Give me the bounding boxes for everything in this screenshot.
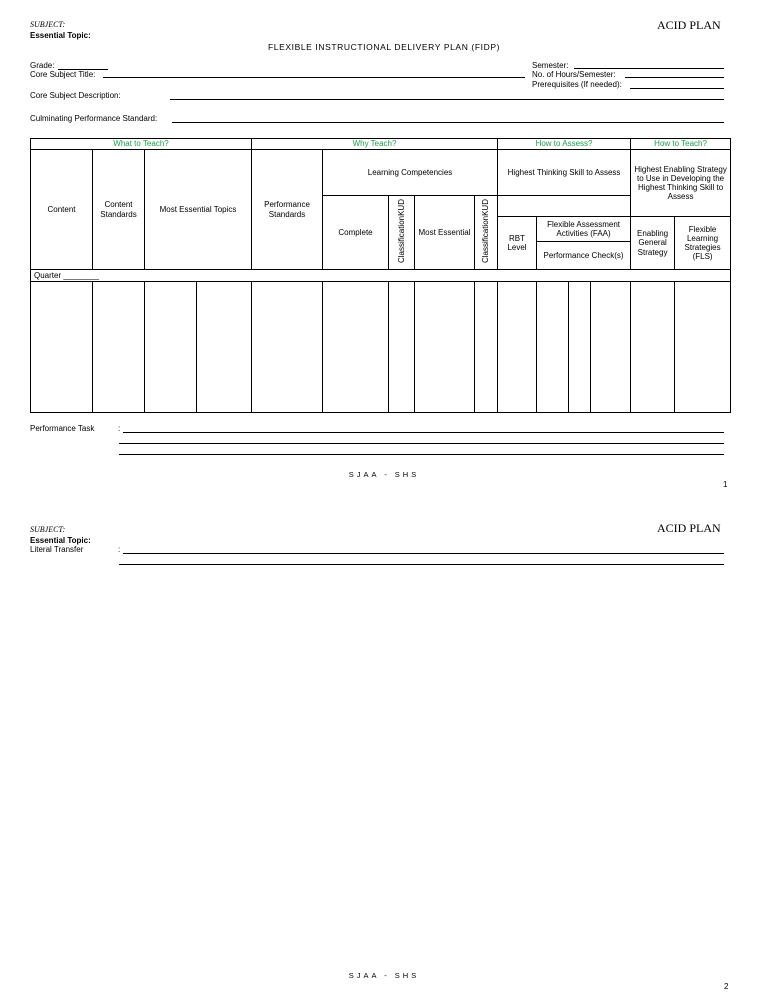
header-assess-spacer	[498, 196, 631, 217]
essential-topic-label-2: Essential Topic:	[30, 536, 91, 545]
page-footer-1: SJAA - SHS	[348, 470, 420, 479]
performance-task-colon: :	[118, 424, 121, 433]
table-row	[31, 282, 731, 413]
group-what-to-teach: What to Teach?	[31, 139, 252, 150]
table-cell[interactable]	[537, 282, 569, 413]
literal-transfer-field-2[interactable]	[119, 564, 724, 565]
table-cell[interactable]	[389, 282, 415, 413]
fidp-table	[30, 138, 731, 413]
table-cell[interactable]	[498, 282, 537, 413]
table-cell[interactable]	[631, 282, 675, 413]
header-complete: Complete	[323, 196, 389, 270]
table-cell[interactable]	[591, 282, 631, 413]
table-cell[interactable]	[93, 282, 145, 413]
header-classification-kud-1: ClassificationKUD	[389, 196, 415, 270]
header-learning-competencies: Learning Competencies	[323, 150, 498, 196]
group-how-to-teach: How to Teach?	[631, 139, 731, 150]
grade-label: Grade:	[30, 61, 55, 70]
page-number-1: 1	[723, 480, 728, 489]
culminating-field[interactable]	[172, 122, 724, 123]
header-enabling-general-strategy: Enabling General Strategy	[631, 217, 675, 270]
quarter-row[interactable]: Quarter ________	[31, 270, 731, 282]
header-rbt-level: RBT Level	[498, 217, 537, 270]
header-performance-checks: Performance Check(s)	[537, 242, 631, 270]
core-description-label: Core Subject Description:	[30, 91, 121, 100]
literal-transfer-field-1[interactable]	[123, 553, 724, 554]
semester-field[interactable]	[574, 68, 724, 69]
core-description-field[interactable]	[170, 99, 724, 100]
subject-label-2: SUBJECT:	[30, 525, 66, 534]
table-cell[interactable]	[197, 282, 252, 413]
subject-label: SUBJECT:	[30, 20, 66, 29]
table-cell[interactable]	[323, 282, 389, 413]
culminating-label: Culminating Performance Standard:	[30, 114, 158, 123]
table-cell[interactable]	[145, 282, 197, 413]
literal-transfer-colon: :	[118, 545, 121, 554]
page-title: FLEXIBLE INSTRUCTIONAL DELIVERY PLAN (FIDP)	[267, 42, 501, 52]
hours-field[interactable]	[625, 77, 724, 78]
header-content-standards: Content Standards	[93, 150, 145, 270]
group-why-teach: Why Teach?	[252, 139, 498, 150]
hours-label: No. of Hours/Semester:	[532, 70, 616, 79]
header-highest-enabling-strategy: Highest Enabling Strategy to Use in Developing the Highest Thinking Skill to Assess	[631, 150, 731, 217]
header-classification-kud-2: ClassificationKUD	[475, 196, 498, 270]
header-most-essential: Most Essential	[415, 196, 475, 270]
performance-task-field-1[interactable]	[123, 432, 724, 433]
acid-plan-label: ACID PLAN	[657, 18, 721, 32]
performance-task-field-2[interactable]	[119, 443, 724, 444]
performance-task-field-3[interactable]	[119, 454, 724, 455]
prereq-field[interactable]	[630, 88, 724, 89]
header-content: Content	[31, 150, 93, 270]
semester-label: Semester:	[532, 61, 569, 70]
prereq-label: Prerequisites (If needed):	[532, 80, 622, 89]
literal-transfer-label: Literal Transfer	[30, 545, 84, 554]
header-highest-thinking-skill: Highest Thinking Skill to Assess	[498, 150, 631, 196]
acid-plan-label-2: ACID PLAN	[657, 521, 721, 535]
header-performance-standards: Performance Standards	[252, 150, 323, 270]
table-cell[interactable]	[675, 282, 731, 413]
performance-task-label: Performance Task	[30, 424, 95, 433]
header-most-essential-topics: Most Essential Topics	[145, 150, 252, 270]
page-footer-2: SJAA - SHS	[348, 971, 420, 980]
essential-topic-label: Essential Topic:	[30, 31, 91, 40]
table-cell[interactable]	[415, 282, 475, 413]
core-subject-title-field[interactable]	[103, 77, 525, 78]
header-faa: Flexible Assessment Activities (FAA)	[537, 217, 631, 242]
header-fls: Flexible Learning Strategies (FLS)	[675, 217, 731, 270]
table-cell[interactable]	[252, 282, 323, 413]
table-cell[interactable]	[569, 282, 591, 413]
table-cell[interactable]	[31, 282, 93, 413]
group-how-to-assess: How to Assess?	[498, 139, 631, 150]
page-number-2: 2	[724, 982, 729, 991]
core-subject-title-label: Core Subject Title:	[30, 70, 96, 79]
table-cell[interactable]	[475, 282, 498, 413]
